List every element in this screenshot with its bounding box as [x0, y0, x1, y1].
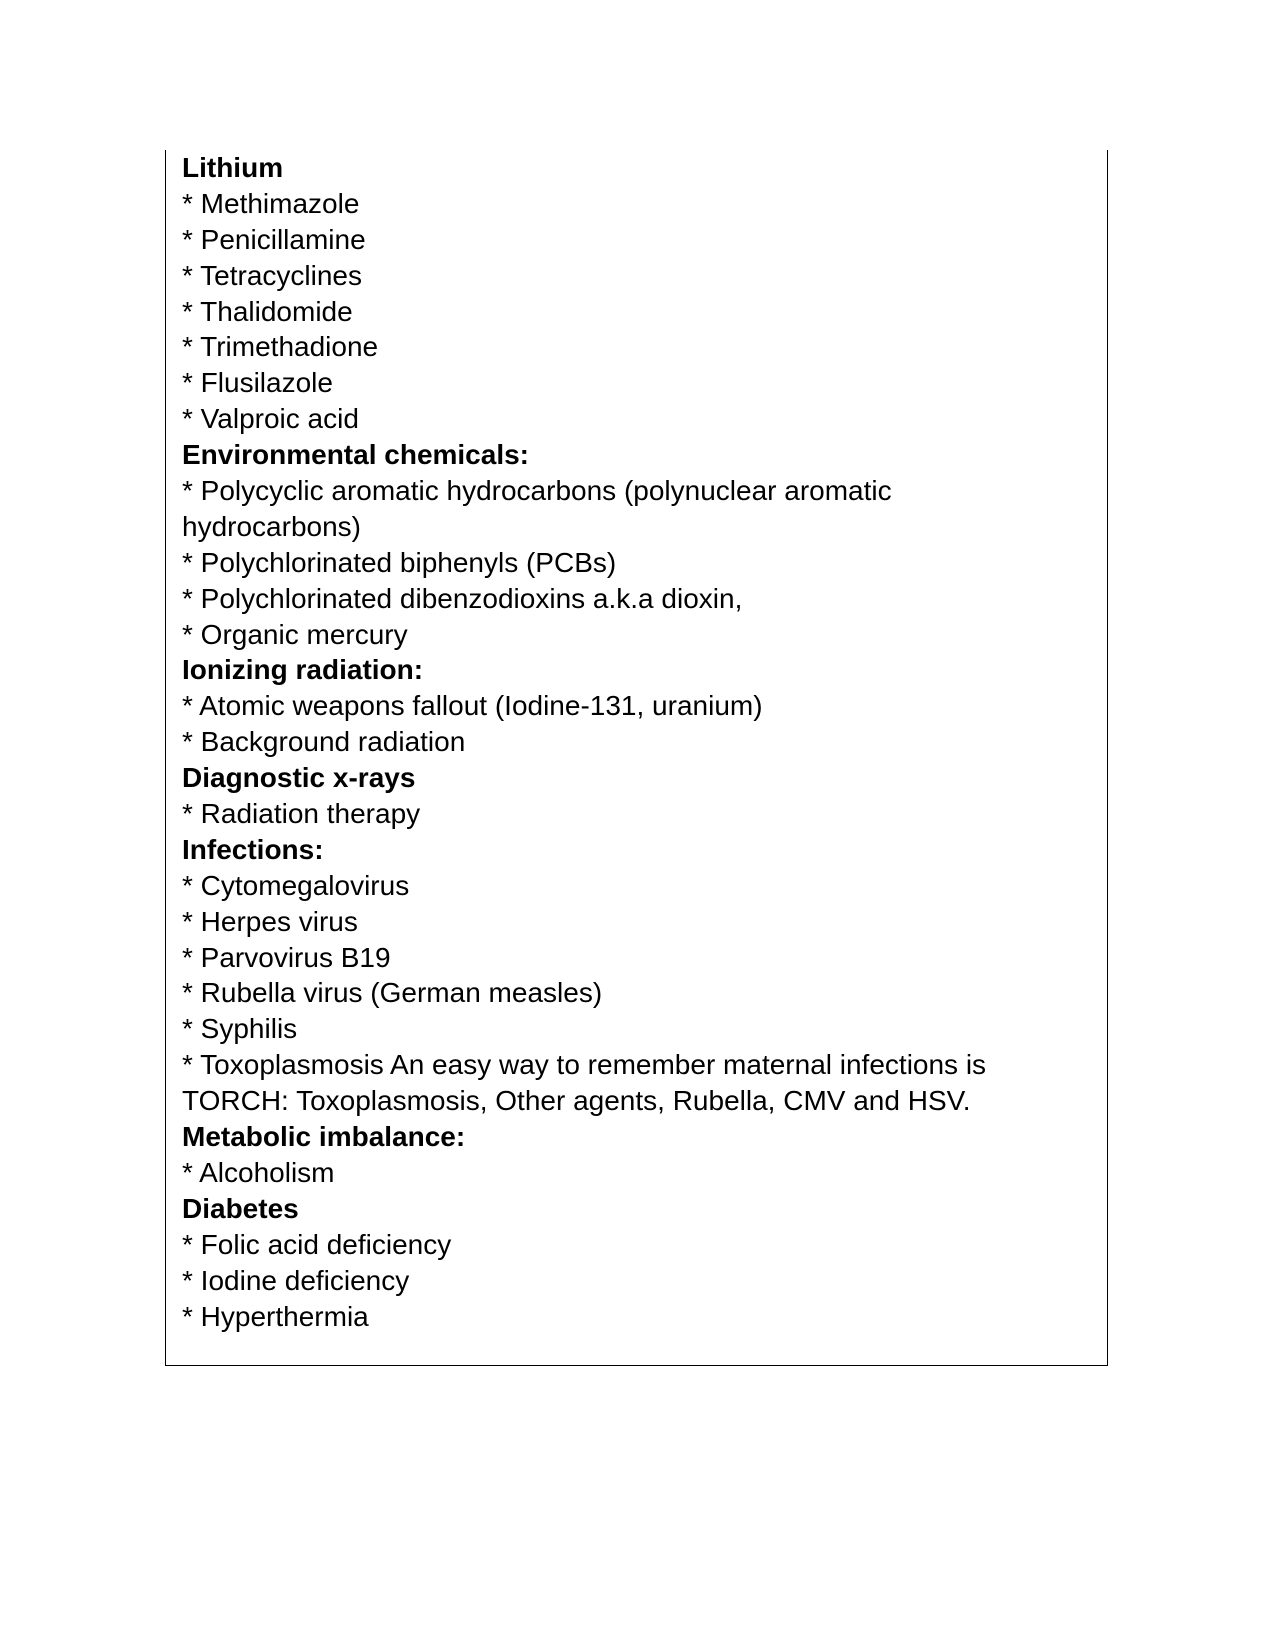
list-item: * Cytomegalovirus	[182, 869, 410, 901]
list-item: * Organic mercury	[182, 618, 408, 650]
list-item: hydrocarbons)	[182, 510, 361, 542]
list-item: * Valproic acid	[182, 403, 359, 435]
bordered-text-box	[165, 150, 1108, 1366]
list-item: * Flusilazole	[182, 367, 333, 399]
list-item: * Rubella virus (German measles)	[182, 977, 603, 1009]
section-heading: Diabetes	[182, 1192, 299, 1224]
list-item: * Toxoplasmosis An easy way to remember maternal infections is	[182, 1049, 987, 1081]
section-heading: Metabolic imbalance:	[182, 1121, 466, 1153]
list-item: * Parvovirus B19	[182, 941, 391, 973]
list-item: * Thalidomide	[182, 295, 353, 327]
document-content	[182, 150, 1062, 1334]
list-item: * Syphilis	[182, 1013, 298, 1045]
list-item: * Background radiation	[182, 726, 466, 758]
list-item: * Penicillamine	[182, 223, 366, 255]
list-item: * Polychlorinated biphenyls (PCBs)	[182, 546, 617, 578]
section-heading: Lithium	[182, 152, 284, 183]
list-item: * Tetracyclines	[182, 259, 363, 291]
section-heading: Environmental chemicals:	[182, 439, 530, 471]
list-item: * Radiation therapy	[182, 798, 421, 830]
list-item: * Atomic weapons fallout (Iodine-131, uranium)	[182, 690, 763, 722]
list-item: * Methimazole	[182, 187, 360, 219]
list-item: TORCH: Toxoplasmosis, Other agents, Rubella, CMV and HSV.	[182, 1085, 971, 1117]
list-item: * Trimethadione	[182, 331, 379, 363]
list-item: * Folic acid deficiency	[182, 1228, 452, 1260]
section-heading: Ionizing radiation:	[182, 654, 424, 686]
section-heading: Diagnostic x-rays	[182, 762, 416, 794]
list-item: * Alcoholism	[182, 1156, 335, 1188]
list-item: * Polycyclic aromatic hydrocarbons (polynuclear aromatic	[182, 475, 892, 507]
list-item: * Herpes virus	[182, 905, 358, 937]
list-item: * Iodine deficiency	[182, 1264, 410, 1296]
list-item: * Polychlorinated dibenzodioxins a.k.a dioxin,	[182, 582, 743, 614]
list-item: * Hyperthermia	[182, 1300, 369, 1332]
section-heading: Infections:	[182, 833, 324, 865]
